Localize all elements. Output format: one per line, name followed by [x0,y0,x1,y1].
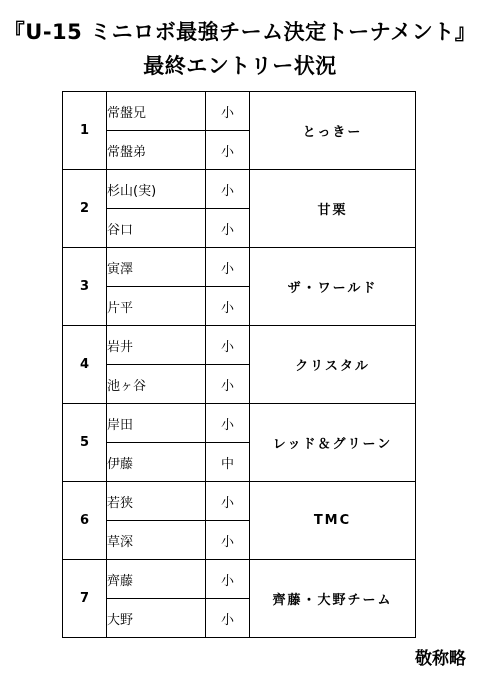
member-grade: 小 [206,287,250,326]
team-name: 齊藤・大野チーム [250,560,416,638]
member-name: 伊藤 [107,443,206,482]
member-name: 谷口 [107,209,206,248]
member-grade: 中 [206,443,250,482]
entry-number: 2 [63,170,107,248]
member-grade: 小 [206,209,250,248]
member-name: 若狭 [107,482,206,521]
table-row [63,248,416,287]
member-grade: 小 [206,521,250,560]
entry-table [62,91,416,638]
table-row [63,170,416,209]
member-name: 杉山(実) [107,170,206,209]
member-name: 草深 [107,521,206,560]
table-row [63,92,416,131]
honorifics-omitted-note: 敬称略 [415,649,466,669]
entry-table-body [63,92,416,638]
table-row [63,326,416,365]
entry-number: 6 [63,482,107,560]
title-line-2: 最終エントリー状況 [143,54,337,78]
table-row [63,482,416,521]
team-name: とっきー [250,92,416,170]
member-grade: 小 [206,599,250,638]
table-row [63,560,416,599]
member-grade: 小 [206,248,250,287]
entry-number: 7 [63,560,107,638]
member-grade: 小 [206,92,250,131]
member-grade: 小 [206,131,250,170]
member-name: 齊藤 [107,560,206,599]
team-name: ザ・ワールド [250,248,416,326]
member-name: 岩井 [107,326,206,365]
team-name: 甘栗 [250,170,416,248]
member-grade: 小 [206,404,250,443]
member-name: 常盤弟 [107,131,206,170]
table-row [63,404,416,443]
member-name: 池ヶ谷 [107,365,206,404]
entry-number: 4 [63,326,107,404]
entry-number: 3 [63,248,107,326]
member-name: 片平 [107,287,206,326]
member-grade: 小 [206,365,250,404]
member-name: 常盤兄 [107,92,206,131]
entry-number: 1 [63,92,107,170]
member-name: 寅澤 [107,248,206,287]
title-line-1: 『U-15 ミニロボ最強チーム決定トーナメント』 [3,20,477,44]
team-name: クリスタル [250,326,416,404]
member-grade: 小 [206,482,250,521]
member-name: 大野 [107,599,206,638]
member-name: 岸田 [107,404,206,443]
member-grade: 小 [206,170,250,209]
member-grade: 小 [206,560,250,599]
entry-number: 5 [63,404,107,482]
member-grade: 小 [206,326,250,365]
team-name: TMC [250,482,416,560]
team-name: レッド＆グリーン [250,404,416,482]
